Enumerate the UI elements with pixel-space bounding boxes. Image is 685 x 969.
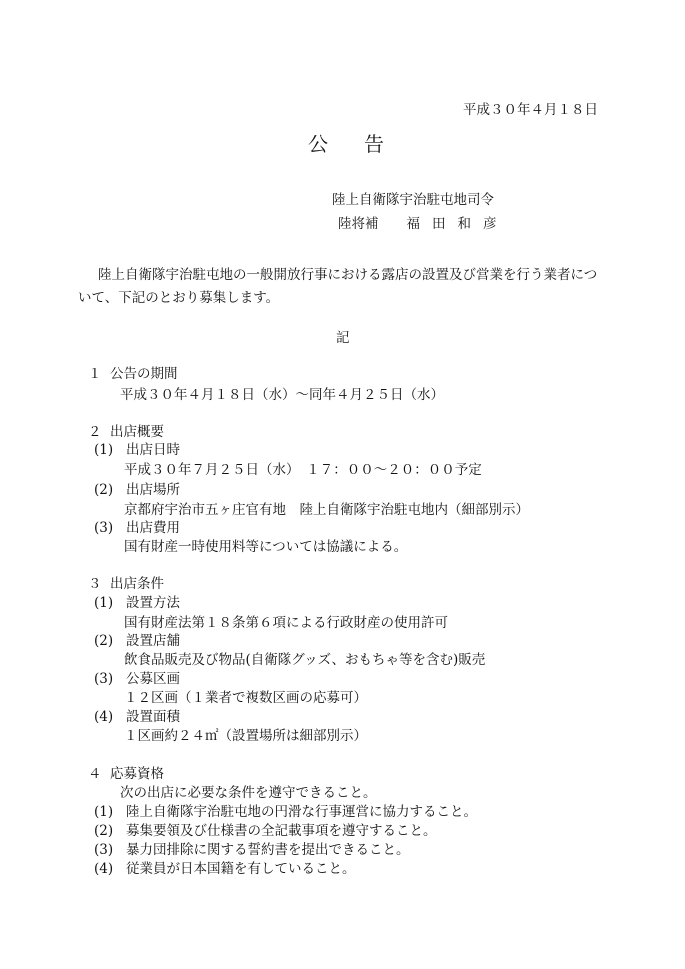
- item-number: (4): [94, 709, 114, 725]
- item-label: 出店費用: [126, 520, 180, 536]
- notice-date: 平成３０年４月１８日: [463, 102, 598, 118]
- item-label: 設置店舗: [126, 633, 180, 649]
- item-number: (3): [94, 671, 114, 687]
- section-3-item-4: [94, 705, 180, 725]
- section-number: ２: [88, 424, 102, 440]
- item-number: (4): [94, 861, 114, 877]
- section-3-item-2: [94, 629, 180, 649]
- section-3-item-3-value: １２区画（１業者で複数区画の応募可）: [124, 690, 367, 706]
- item-number: (1): [94, 595, 114, 611]
- section-3-item-1: [94, 591, 180, 611]
- section-number: １: [88, 366, 102, 382]
- ki-heading: 記: [336, 330, 350, 346]
- section-3-item-3: [94, 667, 180, 687]
- item-text: 暴力団排除に関する誓約書を提出できること。: [126, 842, 410, 858]
- section-4-item-3: [94, 838, 410, 858]
- section-3-heading: [88, 572, 164, 592]
- item-number: (2): [94, 482, 114, 498]
- item-text: 陸上自衛隊宇治駐屯地の円滑な行事運営に協力すること。: [126, 804, 477, 820]
- section-3-item-1-value: 国有財産法第１８条第６項による行政財産の使用許可: [124, 615, 448, 631]
- issuer-name: 福田和彦: [406, 216, 509, 232]
- intro-paragraph: [78, 264, 604, 310]
- item-label: 出店場所: [126, 482, 180, 498]
- section-2-heading: [88, 420, 164, 440]
- section-title: 公告の期間: [110, 366, 178, 382]
- section-4-lead: 次の出店に必要な条件を遵守できること。: [120, 785, 377, 801]
- section-2-item-1-value: 平成３０年７月２５日（水） １７：００～２０：００予定: [124, 462, 482, 478]
- section-2-item-3: [94, 516, 180, 536]
- title-char-1: 公: [308, 132, 330, 156]
- section-4-item-2: [94, 819, 437, 839]
- issuer-rank: 陸将補: [338, 216, 379, 232]
- section-title: 出店概要: [110, 424, 164, 440]
- item-label: 設置方法: [126, 595, 180, 611]
- section-2-item-2-value: 京都府宇治市五ヶ庄官有地 陸上自衛隊宇治駐屯地内（細部別示）: [124, 502, 529, 518]
- section-2-item-2: [94, 478, 180, 498]
- section-2-item-1: [94, 438, 180, 458]
- section-title: 応募資格: [110, 766, 164, 782]
- item-label: 設置面積: [126, 709, 180, 725]
- section-3-item-2-value: 飲食品販売及び物品(自衛隊グッズ、おもちゃ等を含む)販売: [124, 652, 486, 668]
- section-4-heading: [88, 762, 164, 782]
- item-number: (1): [94, 804, 114, 820]
- item-number: (3): [94, 842, 114, 858]
- issuer-org: 陸上自衛隊宇治駐屯地司令: [332, 192, 494, 208]
- item-text: 募集要領及び仕様書の全記載事項を遵守すること。: [126, 823, 437, 839]
- section-3-item-4-value: １区画約２４㎡（設置場所は細部別示）: [124, 728, 367, 744]
- section-number: ３: [88, 576, 102, 592]
- item-number: (1): [94, 442, 114, 458]
- issuer-rank-name: [338, 212, 509, 232]
- section-4-item-1: [94, 800, 477, 820]
- intro-line-1: 陸上自衛隊宇治駐屯地の一般開放行事における露店の設置及び営業を行う業者につ: [98, 267, 598, 283]
- section-1-heading: [88, 362, 178, 382]
- section-1-value: 平成３０年４月１８日（水）～同年４月２５日（水）: [120, 387, 444, 403]
- item-text: 従業員が日本国籍を有していること。: [126, 861, 356, 877]
- section-number: ４: [88, 766, 102, 782]
- intro-line-2: いて、下記のとおり募集します。: [78, 290, 280, 306]
- item-label: 公募区画: [126, 671, 180, 687]
- section-4-item-4: [94, 857, 356, 877]
- item-label: 出店日時: [126, 442, 180, 458]
- title-char-2: 告: [364, 132, 386, 156]
- notice-title: [308, 128, 386, 157]
- section-title: 出店条件: [110, 576, 164, 592]
- item-number: (2): [94, 823, 114, 839]
- item-number: (2): [94, 633, 114, 649]
- item-number: (3): [94, 520, 114, 536]
- section-2-item-3-value: 国有財産一時使用料等については協議による。: [124, 539, 408, 555]
